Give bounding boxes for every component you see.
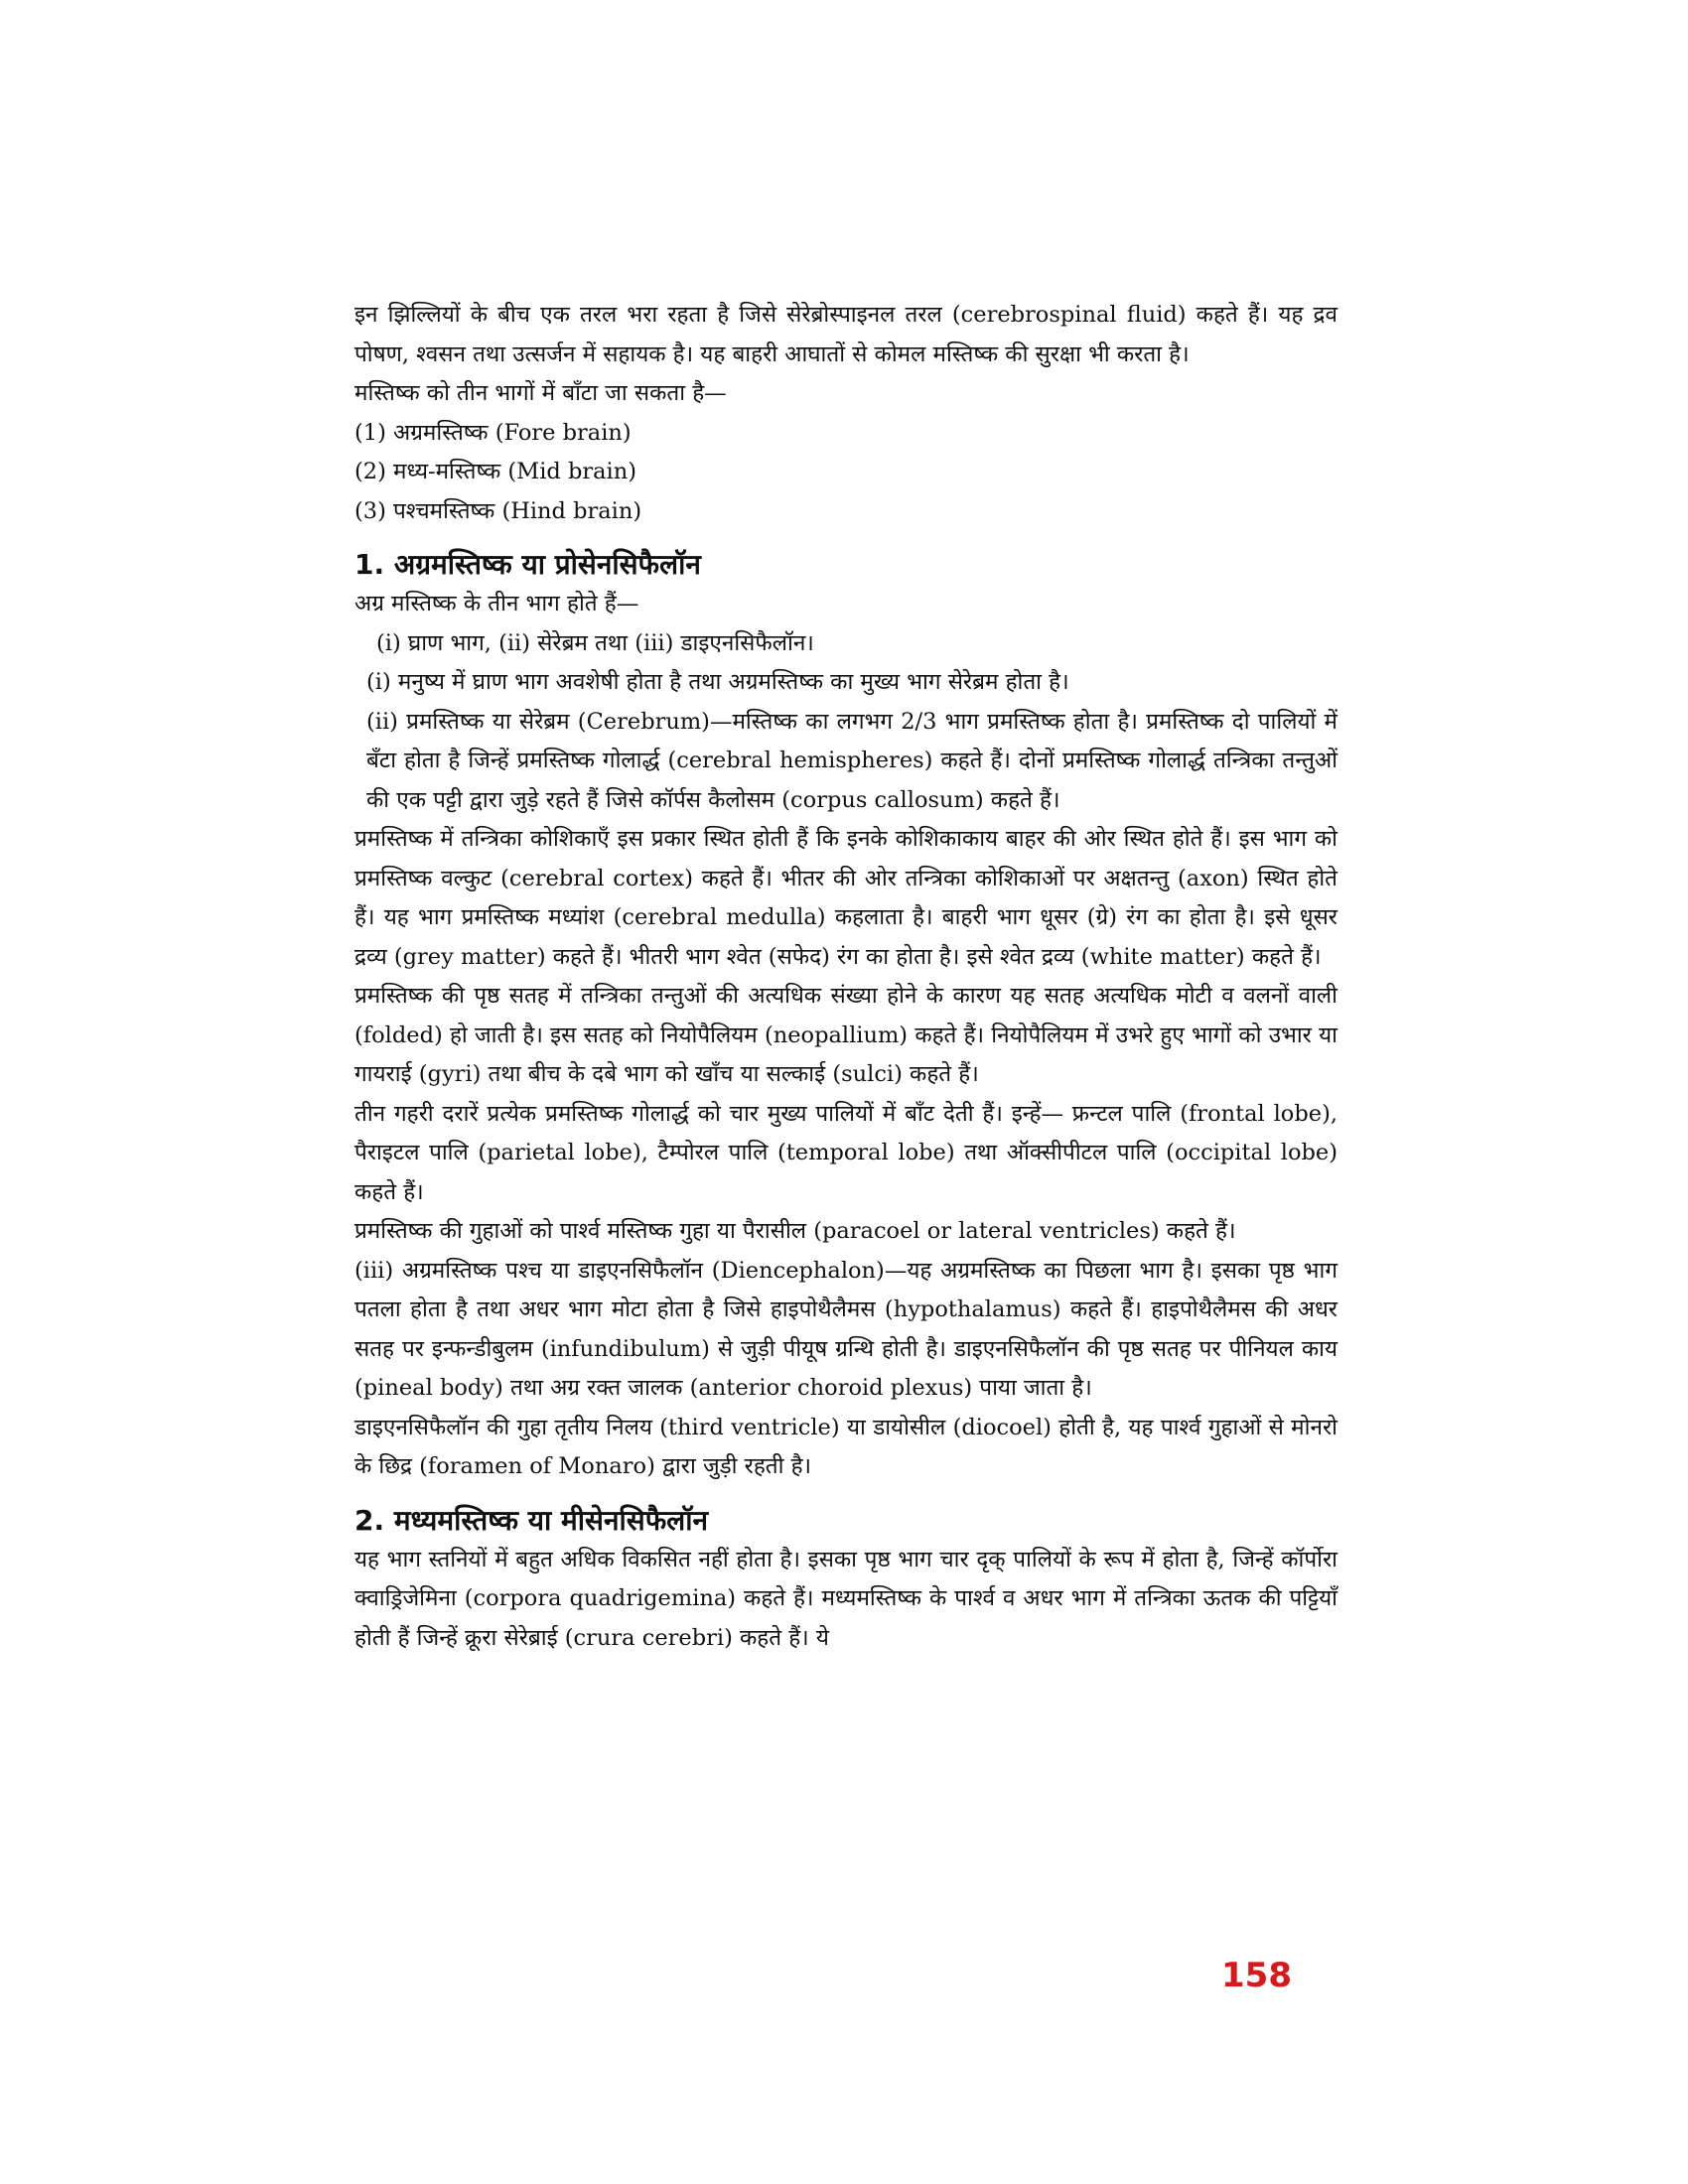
- olfactory-paragraph: (i) मनुष्य में घ्राण भाग अवशेषी होता है तथा अग्रमस्तिष्क का मुख्य भाग सेरेब्रम होता है।: [366, 669, 1069, 695]
- list-item: (2) मध्य-मस्तिष्क (Mid brain): [354, 459, 636, 484]
- forebrain-parts-line: (i) घ्राण भाग, (ii) सेरेब्रम तथा (iii) डाइएनसिफैलॉन।: [376, 629, 814, 656]
- page-number: 158: [1221, 1956, 1292, 1995]
- lobes-paragraph: तीन गहरी दरारें प्रत्येक प्रमस्तिष्क गोलार्द्ध को चार मुख्य पालियों में बाँट देती हैं। इन्हें— फ्रन्टल पालि (frontal lobe), पैराइटल पालि (parietal lobe), टैम्पोरल पालि (temporal lobe) तथा ऑक्सीपीटल पालि (occipital lobe) कहते हैं।: [354, 1100, 1337, 1205]
- diencephalon-paragraph: (iii) अग्रमस्तिष्क पश्च या डाइएनसिफैलॉन (Diencephalon)—यह अग्रमस्तिष्क का पिछला भाग है। इसका पृष्ठ भाग पतला होता है तथा अधर भाग मोटा होता है जिसे हाइपोथैलैमस (hypothalamus) कहते हैं। हाइपोथैलैमस की अधर सतह पर इन्फन्डीबुलम (infundibulum) से जुड़ी पीयूष ग्रन्थि होती है। डाइएनसिफैलॉन की पृष्ठ सतह पर पीनियल काय (pineal body) तथा अग्र रक्त जालक (anterior choroid plexus) पाया जाता है।: [354, 1257, 1337, 1401]
- section-heading-midbrain: 2. मध्यमस्तिष्क या मीसेनसिफैलॉन: [354, 1503, 709, 1537]
- forebrain-lead: अग्र मस्तिष्क के तीन भाग होते हैं—: [354, 591, 639, 616]
- ventricles-paragraph: प्रमस्तिष्क की गुहाओं को पार्श्व मस्तिष्क गुहा या पैरासील (paracoel or lateral ventricles) कहते हैं।: [354, 1218, 1236, 1244]
- third-ventricle-paragraph: डाइएनसिफैलॉन की गुहा तृतीय निलय (third ventricle) या डायोसील (diocoel) होती है, यह पार्श्व गुहाओं से मोनरो के छिद्र (foramen of Monaro) द्वारा जुड़ी रहती है।: [354, 1414, 1337, 1479]
- section-heading-forebrain: 1. अग्रमस्तिष्क या प्रोसेनसिफैलॉन: [354, 548, 701, 581]
- cerebrum-paragraph: (ii) प्रमस्तिष्क या सेरेब्रम (Cerebrum)—मस्तिष्क का लगभग 2/3 भाग प्रमस्तिष्क होता है। प्रमस्तिष्क दो पालियों में बँटा होता है जिन्हें प्रमस्तिष्क गोलार्द्ध (cerebral hemispheres) कहते हैं। दोनों प्रमस्तिष्क गोलार्द्ध तन्त्रिका तन्तुओं की एक पट्टी द्वारा जुड़े रहते हैं जिसे कॉर्पस कैलोसम (corpus callosum) कहते हैं।: [366, 708, 1337, 813]
- midbrain-paragraph: यह भाग स्तनियों में बहुत अधिक विकसित नहीं होता है। इसका पृष्ठ भाग चार दृक् पालियों के रूप में होता है, जिन्हें कॉर्पोरा क्वाड्रिजेमिना (corpora quadrigemina) कहते हैं। मध्यमस्तिष्क के पार्श्व व अधर भाग में तन्त्रिका ऊतक की पट्टियाँ होती हैं जिन्हें क्रूरा सेरेब्राई (crura cerebri) कहते हैं। ये: [354, 1546, 1337, 1651]
- list-item: (3) पश्चमस्तिष्क (Hind brain): [354, 497, 642, 524]
- page-content: [354, 296, 1337, 1658]
- neopallium-paragraph: प्रमस्तिष्क की पृष्ठ सतह में तन्त्रिका तन्तुओं की अत्यधिक संख्या होने के कारण यह सतह अत्यधिक मोटी व वलनों वाली (folded) हो जाती है। इस सतह को नियोपैलियम (neopallium) कहते हैं। नियोपैलियम में उभरे हुए भागों को उभार या गायराई (gyri) तथा बीच के दबे भाग को खाँच या सल्काई (sulci) कहते हैं।: [354, 983, 1337, 1087]
- intro-paragraph: इन झिल्लियों के बीच एक तरल भरा रहता है जिसे सेरेब्रोस्पाइनल तरल (cerebrospinal fluid) कहते हैं। यह द्रव पोषण, श्वसन तथा उत्सर्जन में सहायक है। यह बाहरी आघातों से कोमल मस्तिष्क की सुरक्षा भी करता है।: [354, 302, 1337, 367]
- brain-parts-list: [354, 414, 1337, 532]
- division-lead: मस्तिष्क को तीन भागों में बाँटा जा सकता है—: [354, 380, 727, 406]
- list-item: (1) अग्रमस्तिष्क (Fore brain): [354, 419, 632, 446]
- cortex-paragraph: प्रमस्तिष्क में तन्त्रिका कोशिकाएँ इस प्रकार स्थित होती हैं कि इनके कोशिकाकाय बाहर की ओर स्थित होते हैं। इस भाग को प्रमस्तिष्क वल्कुट (cerebral cortex) कहते हैं। भीतर की ओर तन्त्रिका कोशिकाओं पर अक्षतन्तु (axon) स्थित होते हैं। यह भाग प्रमस्तिष्क मध्यांश (cerebral medulla) कहलाता है। बाहरी भाग धूसर (ग्रे) रंग का होता है। इसे धूसर द्रव्य (grey matter) कहते हैं। भीतरी भाग श्वेत (सफेद) रंग का होता है। इसे श्वेत द्रव्य (white matter) कहते हैं।: [354, 826, 1337, 970]
